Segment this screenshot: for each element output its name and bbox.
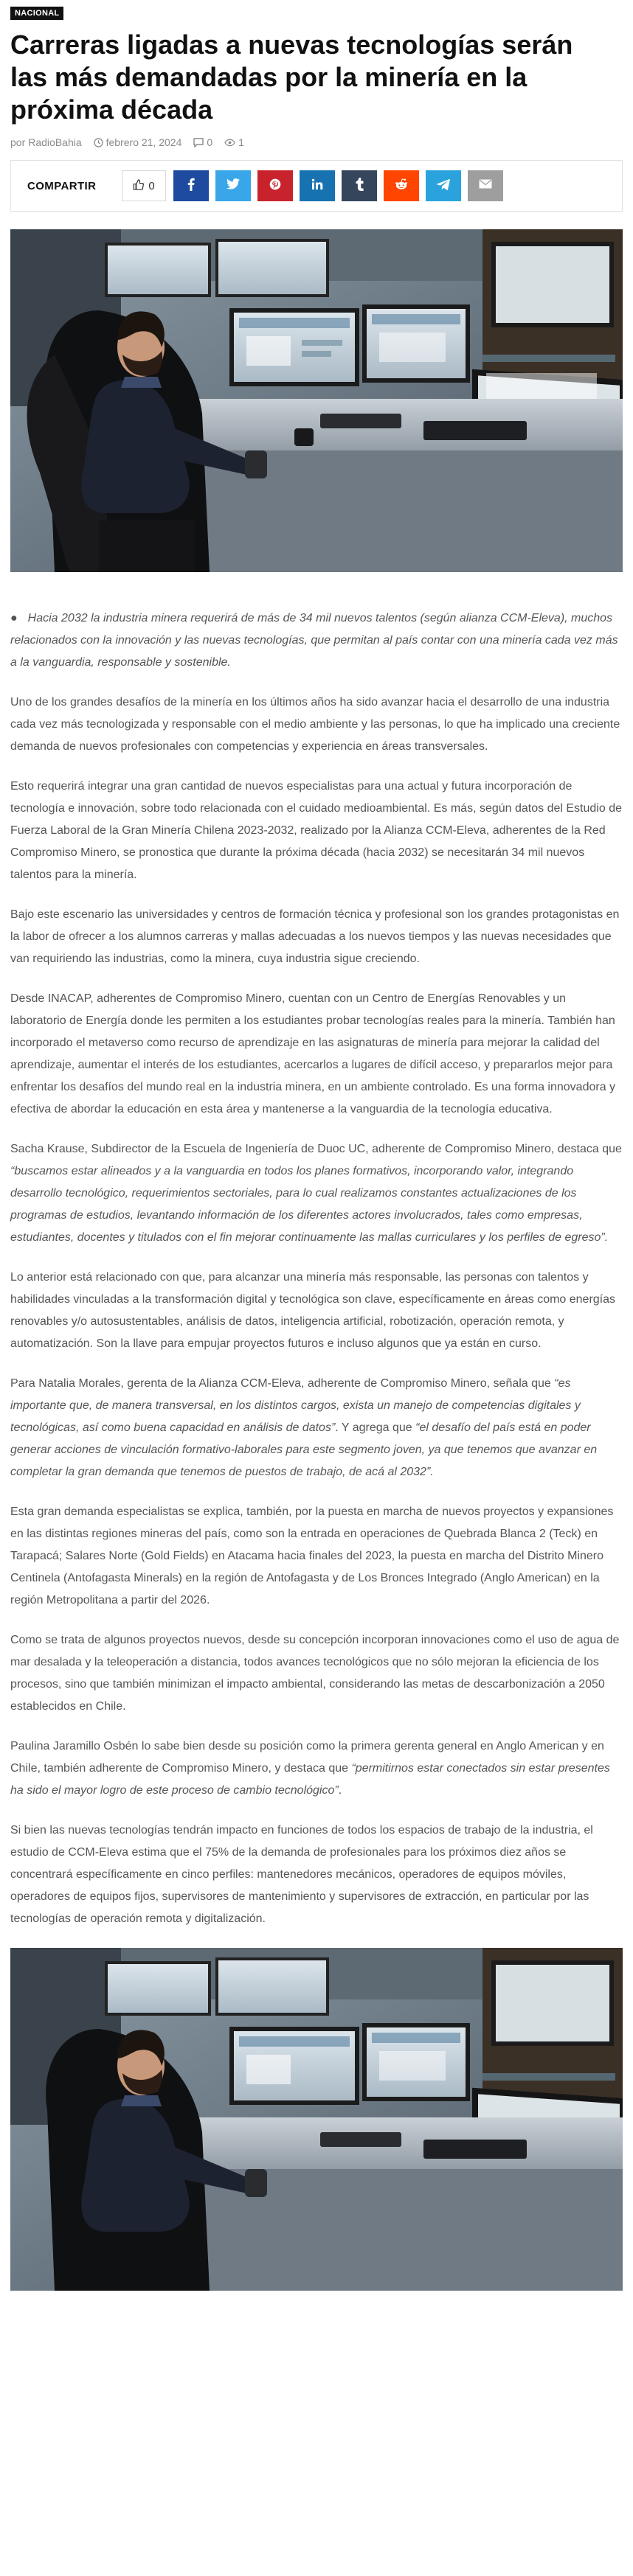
paragraph-9: Como se trata de algunos proyectos nuevos, desde su concepción incorporan innovaciones como el uso de agua de mar desalada y la teleoperación a distancia, todos avances tecnológicos que no sólo mejoran la eficiencia de los procesos, sino que también minimizan el impacto ambiental, considerando las metas de descarbonización a 2050 establecidos en Chile. <box>10 1634 620 1713</box>
paragraph-3: Bajo este escenario las universidades y centros de formación técnica y profesional son los grandes protagonistas en la labor de ofrecer a los alumnos carreras y mallas adecuadas a los nuevos tiempos y las nuevas necesidades que van requiriendo las industrias, como la minera, cuya industria sigue creciendo. <box>10 908 620 965</box>
paragraph-7-text-2: . Y agrega que <box>335 1421 416 1434</box>
article-title: Carreras ligadas a nuevas tecnologías serán las más demandadas por la minería en la próxima década <box>10 29 573 125</box>
author-prefix: por <box>10 136 26 148</box>
views <box>224 136 244 148</box>
paragraph-11: Si bien las nuevas tecnologías tendrán impacto en funciones de todos los espacios de trabajo de la industria, el estudio de CCM-Eleva estima que el 75% de la demanda de profesionales para los próximos diez años se concentrará específicamente en cinco perfiles: mantenedores mecánicos, operadores de equipos móviles, operadores de equipos fijos, supervisores de mantenimiento y supervisores de extracción, en particular por las tecnologías de operación remota y digitalización. <box>10 1824 593 1925</box>
email-share-button[interactable] <box>468 170 503 201</box>
comment-icon <box>193 138 204 147</box>
paragraph-7-text: Para Natalia Morales, gerenta de la Alianza CCM-Eleva, adherente de Compromiso Minero, señala que <box>10 1377 555 1390</box>
paragraph-2: Esto requerirá integrar una gran cantidad de nuevos especialistas para una actual y futura incorporación de tecnología e innovación, sobre todo relacionada con el cuidado medioambiental. Es más, según datos del Estudio de Fuerza Laboral de la Gran Minería Chilena 2023-2032, realizado por la Alianza CCM-Eleva, adherentes de la Red Compromiso Minero, se pronostica que durante la próxima década (hacia 2032) se necesitarán 34 mil nuevos talentos para la minería. <box>10 780 622 881</box>
facebook-share-button[interactable] <box>173 170 209 201</box>
author <box>10 136 82 148</box>
facebook-icon <box>187 178 195 195</box>
reddit-icon <box>395 178 408 194</box>
views-count: 1 <box>238 136 244 148</box>
eye-icon <box>224 139 235 147</box>
article-meta <box>10 135 623 150</box>
pinterest-share-button[interactable] <box>257 170 293 201</box>
date <box>94 136 182 148</box>
paragraph-5 <box>10 1138 623 1249</box>
paragraph-7 <box>10 1373 623 1483</box>
inline-image <box>10 1948 623 2291</box>
reddit-share-button[interactable] <box>384 170 419 201</box>
telegram-share-button[interactable] <box>426 170 461 201</box>
paragraph-10-quote: “permitirnos estar conectados sin estar presentes ha sido el mayor logro de este proceso de cambio tecnológico” <box>10 1762 610 1797</box>
paragraph-1: Uno de los grandes desafíos de la minería en los últimos años ha sido avanzar hacia el desarrollo de una industria cada vez más tecnologizada y responsable con el medio ambiente y las personas, lo que ha implicado una creciente demanda de nuevos profesionales con competencias y experiencia en áreas transversales. <box>10 696 620 753</box>
paragraph-10-end: . <box>338 1784 342 1797</box>
control-room-photo <box>10 229 623 572</box>
paragraph-10-text: Paulina Jaramillo Osbén lo sabe bien desde su posición como la primera gerenta general en Anglo American y en Chile, también adherente de Compromiso Minero, y destaca que <box>10 1740 604 1775</box>
linkedin-share-button[interactable] <box>300 170 335 201</box>
comments-count: 0 <box>207 136 213 148</box>
pinterest-icon <box>269 178 281 194</box>
twitter-icon <box>226 178 240 193</box>
envelope-icon <box>479 179 492 192</box>
control-room-photo-2 <box>10 1948 623 2291</box>
featured-image <box>10 229 623 572</box>
paragraph-7-quote-1: “es importante que, de manera transversal, en los distintos cargos, exista un manejo de competencias digitales y tecnológicas, así como buena capacidad en análisis de datos” <box>10 1377 581 1434</box>
author-link[interactable]: RadioBahia <box>28 136 82 148</box>
paragraph-8: Esta gran demanda especialistas se explica, también, por la puesta en marcha de nuevos proyectos y expansiones en las distintas regiones mineras del país, como son la entrada en operaciones de Quebrada Blanca 2 (Teck) en Tarapacá; Salares Norte (Gold Fields) en Atacama hacia finales del 2023, la puesta en marcha del Distrito Minero Centinela (Antofagasta Minerals) en la región de Antofagasta y de Los Bronces Integrado (Anglo American) en la región Metropolitana a partir del 2026. <box>10 1505 614 1606</box>
article-body <box>10 608 623 1930</box>
paragraph-10 <box>10 1736 623 1802</box>
share-bar <box>10 160 623 212</box>
like-button[interactable] <box>122 170 166 201</box>
thumbs-up-icon <box>133 179 144 193</box>
lead-text: Hacia 2032 la industria minera requerirá de más de 34 mil nuevos talentos (según alianza CCM-Eleva), muchos relacionados con la innovación y las nuevas tecnologías, que permitan al país contar con una minería cada vez más a la vanguardia, responsable y sostenible. <box>10 612 618 669</box>
bullet-icon: ● <box>10 612 18 624</box>
twitter-share-button[interactable] <box>215 170 251 201</box>
linkedin-icon <box>311 178 323 194</box>
paragraph-5-text: Sacha Krause, Subdirector de la Escuela de Ingeniería de Duoc UC, adherente de Compromiso Minero, destaca que <box>10 1143 622 1155</box>
paragraph-5-quote: “buscamos estar alineados y a la vanguardia en todos los planes formativos, incorporando valor, integrando desarrollo tecnológico, requerimientos sectoriales, para lo cual realizamos constantes actualizaciones de los programas de estudios, levantando información de los diferentes actores involucrados, tales como empresas, estudiantes, docentes y titulados con el fin mejorar continuamente las mallas curriculares y los perfiles de egreso”. <box>10 1165 609 1244</box>
clock-icon <box>94 138 103 147</box>
date-text: febrero 21, 2024 <box>106 136 182 148</box>
paragraph-7-quote-2: “el desafío del país está en poder generar acciones de vinculación formativo-laborales para este segmento joven, ya que tenemos que avanzar en completar la gran demanda que tenemos de puestos de trabajo, de acá al 2032”. <box>10 1421 598 1478</box>
comments[interactable] <box>193 136 212 148</box>
paragraph-6: Lo anterior está relacionado con que, para alcanzar una minería más responsable, las personas con talentos y habilidades vinculadas a la transformación digital y tecnológica son clave, específicamente en áreas como energías renovables y/o autosustentables, análisis de datos, inteligencia artificial, robotización, operación remota, y automatización. Son la llave para empujar proyectos futuros e incluso algunos que ya están en curso. <box>10 1271 616 1350</box>
article-lead <box>10 608 623 674</box>
category-badge[interactable]: NACIONAL <box>10 7 63 20</box>
like-count: 0 <box>148 179 155 192</box>
share-label: COMPARTIR <box>27 179 97 192</box>
telegram-icon <box>437 178 450 194</box>
paragraph-4: Desde INACAP, adherentes de Compromiso Minero, cuentan con un Centro de Energías Renovables y un laboratorio de Energía donde les permiten a los estudiantes probar tecnologías reales para la minería. También han incorporado el metaverso como recurso de aprendizaje en las asignaturas de minería para mejorar la calidad del aprendizaje, aumentar el interés de los estudiantes, acercarlos a lugares de difícil acceso, y prepararlos mejor para enfrentar los desafíos del mundo real en la industria minera, en un ambiente controlado. Es una forma innovadora y efectiva de abordar la educación en esta área y mantenerse a la vanguardia de la tecnología educativa. <box>10 992 616 1115</box>
tumblr-share-button[interactable] <box>342 170 377 201</box>
tumblr-icon <box>356 178 364 195</box>
